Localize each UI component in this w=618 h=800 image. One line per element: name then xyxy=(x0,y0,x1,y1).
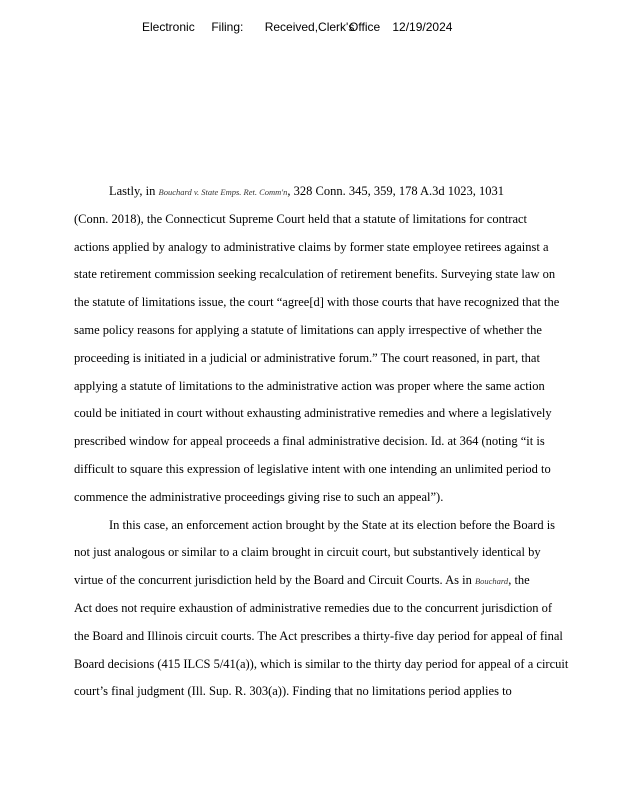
body-line: applying a statute of limitations to the administrative action was proper where the same action xyxy=(74,379,545,393)
body-line: prescribed window for appeal proceeds a final administrative decision. Id. at 364 (noting “it is xyxy=(74,434,545,448)
body-line: Act does not require exhaustion of administrative remedies due to the concurrent jurisdiction of xyxy=(74,601,552,615)
body-line: proceeding is initiated in a judicial or administrative forum.” The court reasoned, in part, that xyxy=(74,351,540,365)
header-received-clerks: Received,Clerk's xyxy=(264,20,355,34)
body-line: difficult to square this expression of legislative intent with one intending an unlimited period to xyxy=(74,462,551,476)
body-line: court’s final judgment (Ill. Sup. R. 303(a)). Finding that no limitations period applies to xyxy=(74,684,512,698)
body-line: not just analogous or similar to a claim brought in circuit court, but substantively identical by xyxy=(74,545,541,559)
body-line: commence the administrative proceedings giving rise to such an appeal”). xyxy=(74,490,444,504)
body-line: could be initiated in court without exhausting administrative remedies and where a legislatively xyxy=(74,406,552,420)
body-line: Board decisions (415 ILCS 5/41(a)), which is similar to the thirty day period for appeal of a circuit xyxy=(74,657,569,671)
body-line: state retirement commission seeking recalculation of retirement benefits. Surveying state law on xyxy=(74,267,556,281)
case-citation: Bouchard v. State Emps. Ret. Comm'n xyxy=(158,187,288,197)
filing-header xyxy=(142,20,452,34)
body-line: virtue of the concurrent jurisdiction held by the Board and Circuit Courts. As in Bouchard, the xyxy=(74,573,530,587)
body-line: In this case, an enforcement action brought by the State at its election before the Board is xyxy=(109,518,556,532)
header-date: 12/19/2024 xyxy=(392,20,453,34)
header-office: Office xyxy=(349,20,381,34)
header-filing: Filing: xyxy=(211,20,244,34)
case-citation: Bouchard xyxy=(474,576,509,586)
body-line: the statute of limitations issue, the court “agree[d] with those courts that have recognized that the xyxy=(74,295,560,309)
body-line: same policy reasons for applying a statute of limitations can apply irrespective of whether the xyxy=(74,323,542,337)
body-line: Lastly, in Bouchard v. State Emps. Ret. Comm'n, 328 Conn. 345, 359, 178 A.3d 1023, 1031 xyxy=(109,184,505,198)
body-line: the Board and Illinois circuit courts. The Act prescribes a thirty-five day period for appeal of final xyxy=(74,629,563,643)
body-line: actions applied by analogy to administrative claims by former state employee retirees against a xyxy=(74,240,549,254)
body-line: (Conn. 2018), the Connecticut Supreme Court held that a statute of limitations for contract xyxy=(74,212,528,226)
header-electronic: Electronic xyxy=(142,20,195,34)
